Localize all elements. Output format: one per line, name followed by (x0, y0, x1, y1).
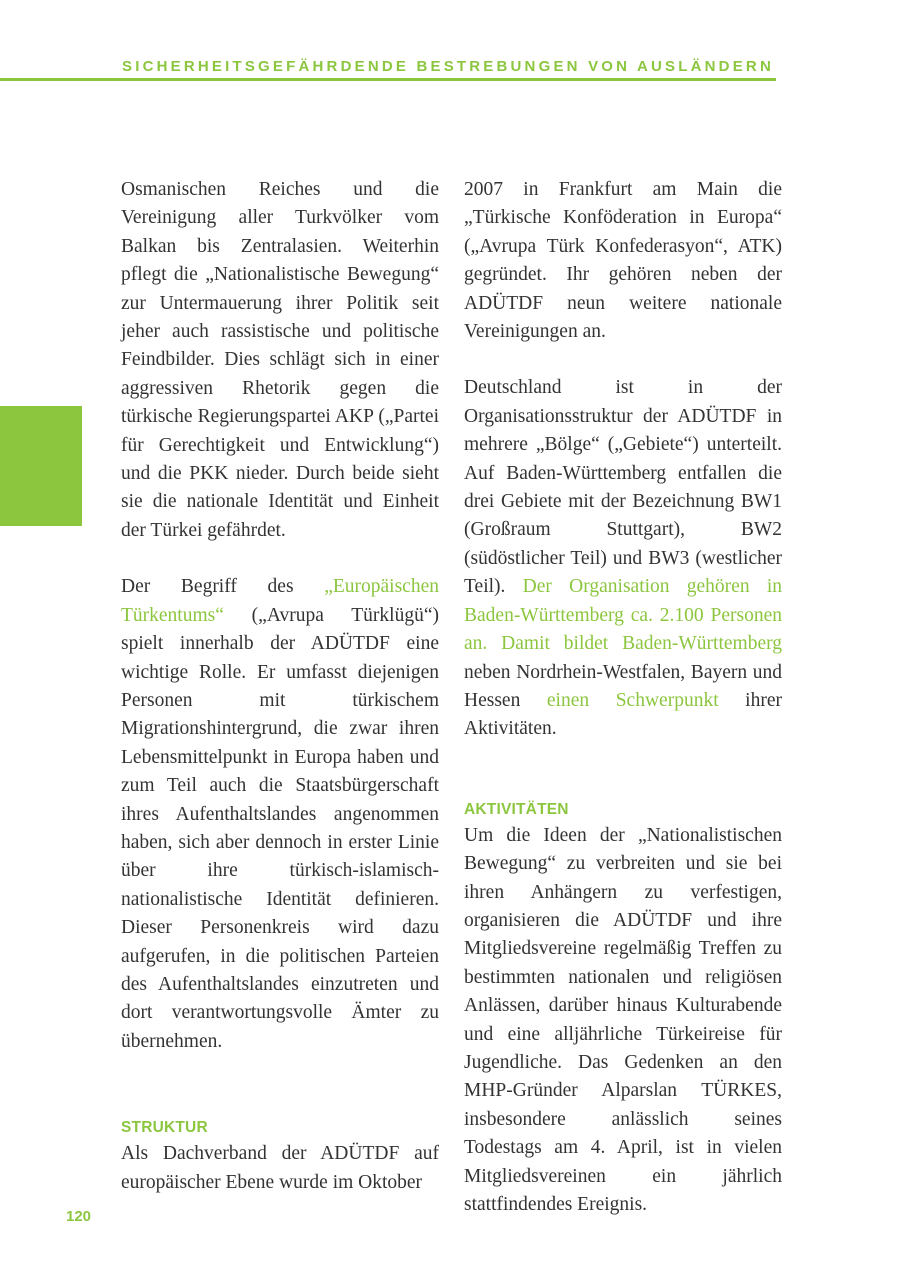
running-header-title: SICHERHEITSGEFÄHRDENDE BESTREBUNGEN VON AUSLÄNDERN (122, 58, 774, 75)
section-heading-aktivitaeten: AKTIVITÄTEN (464, 800, 569, 818)
paragraph-text: („Avrupa Türklügü“) spielt innerhalb der ADÜTDF eine wichtige Rolle. Er umfasst diejenigen Personen mit türkischem Migrationshintergrund, die zwar ihren Lebensmittelpunkt in Europa haben und zum Teil auch die Staatsbürgerschaft ihres Aufenthaltslandes angenommen haben, sich aber dennoch in erster Linie über ihre türkisch-islamisch-nationalistische Identität definieren. Dieser Personenkreis wird dazu aufgerufen, in die politischen Parteien des Aufenthaltslandes einzutreten und dort verantwortungsvolle Ämter zu übernehmen. (121, 604, 439, 1052)
highlighted-term: „Europäischen Türkentums“ (121, 576, 439, 626)
paragraph: Osmanischen Reiches und die Vereinigung aller Turkvölker vom Balkan bis Zentralasien. Weiterhin pflegt die „Nationalistische Bewegung“ zur Untermauerung ihrer Politik seit jeher auch rassistische und politische Feindbilder. Dies schlägt sich in einer aggressiven Rhetorik gegen die türkische Regierungspartei AKP („Partei für Gerechtigkeit und Entwicklung“) und die PKK nieder. Durch beide sieht sie die nationale Identität und Einheit der Türkei gefährdet. (121, 179, 439, 541)
paragraph (121, 573, 439, 1056)
paragraph: Um die Ideen der „Nationalistischen Bewegung“ zu verbreiten und sie bei ihren Anhängern zu verfestigen, organisieren die ADÜTDF und ihre Mitgliedsvereine regelmäßig Treffen zu bestimmten nationalen und religiösen Anlässen, darüber hinaus Kulturabende und eine alljährliche Türkeireise für Jugendliche. Das Gedenken an den MHP-Gründer Alparslan TÜRKES, insbesondere anlässlich seines Todestags am 4. April, ist in vielen Mitgliedsvereinen ein jährlich stattfindendes Ereignis. (464, 824, 782, 1215)
right-text-column (464, 176, 782, 1219)
paragraph-text: ihrer Aktivitäten. (464, 689, 782, 740)
paragraph-text: neben Nordrhein-Westfalen, Bayern und Hessen (464, 661, 782, 711)
page-number: 120 (66, 1208, 92, 1225)
paragraph (464, 374, 782, 743)
highlighted-term: einen Schwerpunkt (546, 689, 719, 711)
header-rule (0, 78, 776, 81)
section-heading-struktur: STRUKTUR (121, 1119, 208, 1137)
paragraph: Als Dachverband der ADÜTDF auf europäischer Ebene wurde im Oktober (121, 1143, 439, 1193)
chapter-side-tab (0, 406, 82, 526)
paragraph-text: Der Begriff des (121, 576, 325, 598)
left-text-column (121, 176, 439, 1197)
paragraph: 2007 in Frankfurt am Main die „Türkische Konföderation in Europa“ („Avrupa Türk Konfederasyon“, ATK) gegründet. Ihr gehören neben der ADÜTDF neun weitere nationale Vereinigungen an. (464, 179, 782, 343)
highlighted-statement: Der Organisation gehören in Baden-Württemberg ca. 2.100 Personen an. Damit bildet Baden-Württemberg (464, 576, 782, 655)
paragraph-text: Deutschland ist in der Organisationsstruktur der ADÜTDF in mehrere „Bölge“ („Gebiete“) unterteilt. Auf Baden-Württemberg entfallen die drei Gebiete mit der Bezeichnung BW1 (Großraum Stuttgart), BW2 (südöstlicher Teil) und BW3 (westlicher Teil). (464, 377, 782, 598)
